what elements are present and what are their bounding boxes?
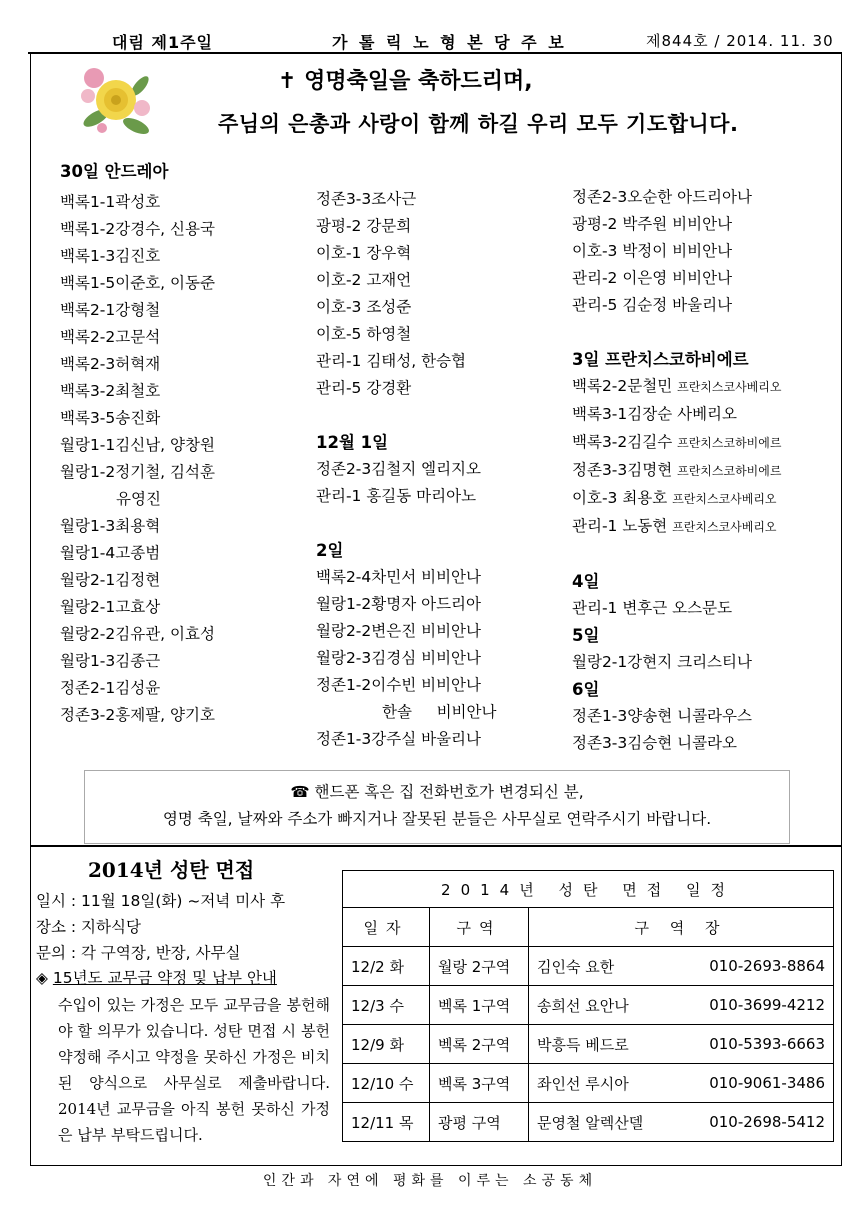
row-area: 월랑 2구역	[430, 947, 529, 986]
list-item: 월랑1-3최용혁	[60, 517, 161, 535]
schedule-table	[342, 870, 834, 1142]
interview-date: 일시 : 11월 18일(화) ~저녁 미사 후	[36, 892, 286, 910]
table-row	[343, 1064, 834, 1103]
table-row	[343, 986, 834, 1025]
list-item: 정존1-3양송현 니콜라우스	[572, 707, 752, 725]
list-item: 백록1-3김진호	[60, 247, 161, 265]
week-label: 대림 제1주일	[112, 33, 213, 52]
day-heading: 4일	[572, 572, 600, 591]
day-heading: 3일 프란치스코하비에르	[572, 350, 749, 369]
day-heading: 12월 1일	[316, 433, 389, 452]
list-item: 이호-5 하영철	[316, 325, 412, 343]
header-area: 구역	[430, 908, 529, 947]
list-item: 백록2-3허혁재	[60, 355, 161, 373]
day-heading: 5일	[572, 626, 600, 645]
header-leader: 구 역 장	[529, 908, 834, 947]
schedule-caption: 2014년 성탄 면접 일정	[343, 871, 834, 908]
list-item: 관리-1 변후근 오스문도	[572, 599, 733, 617]
row-phone: 010-2698-5412	[675, 1103, 833, 1142]
row-leader: 문영철 알렉산델	[529, 1103, 676, 1142]
interview-info	[36, 888, 285, 966]
list-item: 월랑1-4고종범	[60, 544, 161, 562]
table-row	[343, 1025, 834, 1064]
row-phone: 010-2693-8864	[675, 947, 833, 986]
row-area: 벡록 2구역	[430, 1025, 529, 1064]
row-area: 광평 구역	[430, 1103, 529, 1142]
list-item: 백록2-4차민서 비비안나	[316, 568, 482, 586]
list-item: 백록2-2문철민 프란치스코사베리오	[572, 377, 782, 395]
row-leader: 좌인선 루시아	[529, 1064, 676, 1103]
table-row	[343, 1103, 834, 1142]
list-item: 월랑2-1김정현	[60, 571, 161, 589]
list-item: 정존2-3오순한 아드리아나	[572, 188, 752, 206]
notice-line2: 영명 축일, 날짜와 주소가 빠지거나 잘못된 분들은 사무실로 연락주시기 바랍니다.	[162, 810, 712, 828]
notice-line1: ☎ 핸드폰 혹은 집 전화번호가 변경되신 분,	[290, 783, 584, 801]
parish-name: 가 톨 릭 노 형 본 당 주 보	[332, 33, 567, 52]
list-item: 월랑2-2변은진 비비안나	[316, 622, 482, 640]
list-item: 정존3-3김승현 니콜라오	[572, 734, 738, 752]
list-item: 정존3-3조사근	[316, 190, 417, 208]
row-phone: 010-9061-3486	[675, 1064, 833, 1103]
list-item: 관리-1 김태성, 한승협	[316, 352, 467, 370]
row-phone: 010-5393-6663	[675, 1025, 833, 1064]
day-heading: 30일 안드레아	[60, 162, 169, 181]
day-heading: 6일	[572, 680, 600, 699]
interview-contact: 문의 : 각 구역장, 반장, 사무실	[36, 944, 241, 962]
list-item: 정존2-3김철지 엘리지오	[316, 460, 482, 478]
row-date: 12/11 목	[343, 1103, 430, 1142]
list-item: 백록3-2김길수 프란치스코하비에르	[572, 433, 782, 451]
column-middle	[316, 186, 496, 753]
row-phone: 010-3699-4212	[675, 986, 833, 1025]
interview-place: 장소 : 지하식당	[36, 918, 141, 936]
row-date: 12/10 수	[343, 1064, 430, 1103]
contact-notice	[84, 770, 790, 844]
row-leader: 송희선 요안나	[529, 986, 676, 1025]
list-item: 광평-2 박주원 비비안나	[572, 215, 733, 233]
row-date: 12/9 화	[343, 1025, 430, 1064]
row-leader: 박흥득 베드로	[529, 1025, 676, 1064]
list-item: 월랑2-1강현지 크리스티나	[572, 653, 752, 671]
pledge-heading	[36, 966, 277, 988]
interview-title: 2014년 성탄 면접	[88, 858, 255, 882]
pledge-text: 수입이 있는 가정은 모두 교무금을 봉헌해야 할 의무가 있습니다. 성탄 면접 시 봉헌 약정해 주시고 약정을 못하신 가정은 비치된 양식으로 사무실로 제출바랍니다. 2014년 교무금을 아직 봉헌 못하신 가정은 납부 부탁드립니다.	[58, 996, 330, 1144]
list-item: 정존3-2홍제팔, 양기호	[60, 706, 215, 724]
list-item: 월랑2-1고효상	[60, 598, 161, 616]
list-item: 관리-1 홍길동 마리아노	[316, 487, 477, 505]
list-item: 이호-3 최용호 프란치스코사베리오	[572, 489, 777, 507]
list-item: 관리-2 이은영 비비안나	[572, 269, 733, 287]
list-item: 유영진	[116, 490, 161, 508]
list-item: 한솔 비비안나	[382, 703, 497, 721]
list-item: 백록2-2고문석	[60, 328, 161, 346]
flower-icon	[74, 56, 156, 140]
list-item: 백록3-5송진화	[60, 409, 161, 427]
list-item: 백록1-2강경수, 신용국	[60, 220, 215, 238]
table-row	[343, 947, 834, 986]
list-item: 이호-3 박정이 비비안나	[572, 242, 733, 260]
day-heading: 2일	[316, 541, 344, 560]
row-area: 벡록 3구역	[430, 1064, 529, 1103]
list-item: 월랑1-3김종근	[60, 652, 161, 670]
list-item: 이호-2 고재언	[316, 271, 412, 289]
row-area: 벡록 1구역	[430, 986, 529, 1025]
list-item: 광평-2 강문희	[316, 217, 412, 235]
list-item: 정존1-3강주실 바울리나	[316, 730, 482, 748]
table-header-row	[343, 908, 834, 947]
list-item: 이호-3 조성준	[316, 298, 412, 316]
greeting-line2: 주님의 은총과 사랑이 함께 하길 우리 모두 기도합니다.	[218, 112, 739, 136]
pledge-title: 15년도 교무금 약정 및 납부 안내	[52, 969, 277, 987]
footer-motto: 인간과 자연에 평화를 이루는 소공동체	[262, 1173, 598, 1189]
row-date: 12/2 화	[343, 947, 430, 986]
column-30th	[60, 158, 215, 729]
diamond-bullet-icon: ◈	[36, 969, 48, 987]
column-right	[572, 184, 781, 757]
list-item: 백록1-1곽성호	[60, 193, 161, 211]
list-item: 관리-5 김순정 바울리나	[572, 296, 733, 314]
issue-number: 제844호 / 2014. 11. 30	[646, 32, 834, 50]
list-item: 백록3-1김장순 사베리오	[572, 405, 738, 423]
list-item: 월랑1-1김신남, 양창원	[60, 436, 215, 454]
list-item: 백록3-2최철호	[60, 382, 161, 400]
list-item: 월랑1-2황명자 아드리아	[316, 595, 482, 613]
row-leader: 김인숙 요한	[529, 947, 676, 986]
list-item: 백록2-1강형철	[60, 301, 161, 319]
header-date: 일자	[343, 908, 430, 947]
list-item: 월랑2-3김경심 비비안나	[316, 649, 482, 667]
list-item: 월랑2-2김유관, 이효성	[60, 625, 215, 643]
list-item: 정존3-3김명현 프란치스코하비에르	[572, 461, 782, 479]
list-item: 관리-1 노동현 프란치스코사베리오	[572, 517, 777, 535]
list-item: 관리-5 강경환	[316, 379, 412, 397]
list-item: 백록1-5이준호, 이동준	[60, 274, 215, 292]
list-item: 이호-1 장우혁	[316, 244, 412, 262]
row-date: 12/3 수	[343, 986, 430, 1025]
list-item: 정존2-1김성윤	[60, 679, 161, 697]
list-item: 월랑1-2정기철, 김석훈	[60, 463, 215, 481]
greeting-line1: ✝ 영명축일을 축하드리며,	[278, 69, 533, 94]
list-item: 정존1-2이수빈 비비안나	[316, 676, 482, 694]
